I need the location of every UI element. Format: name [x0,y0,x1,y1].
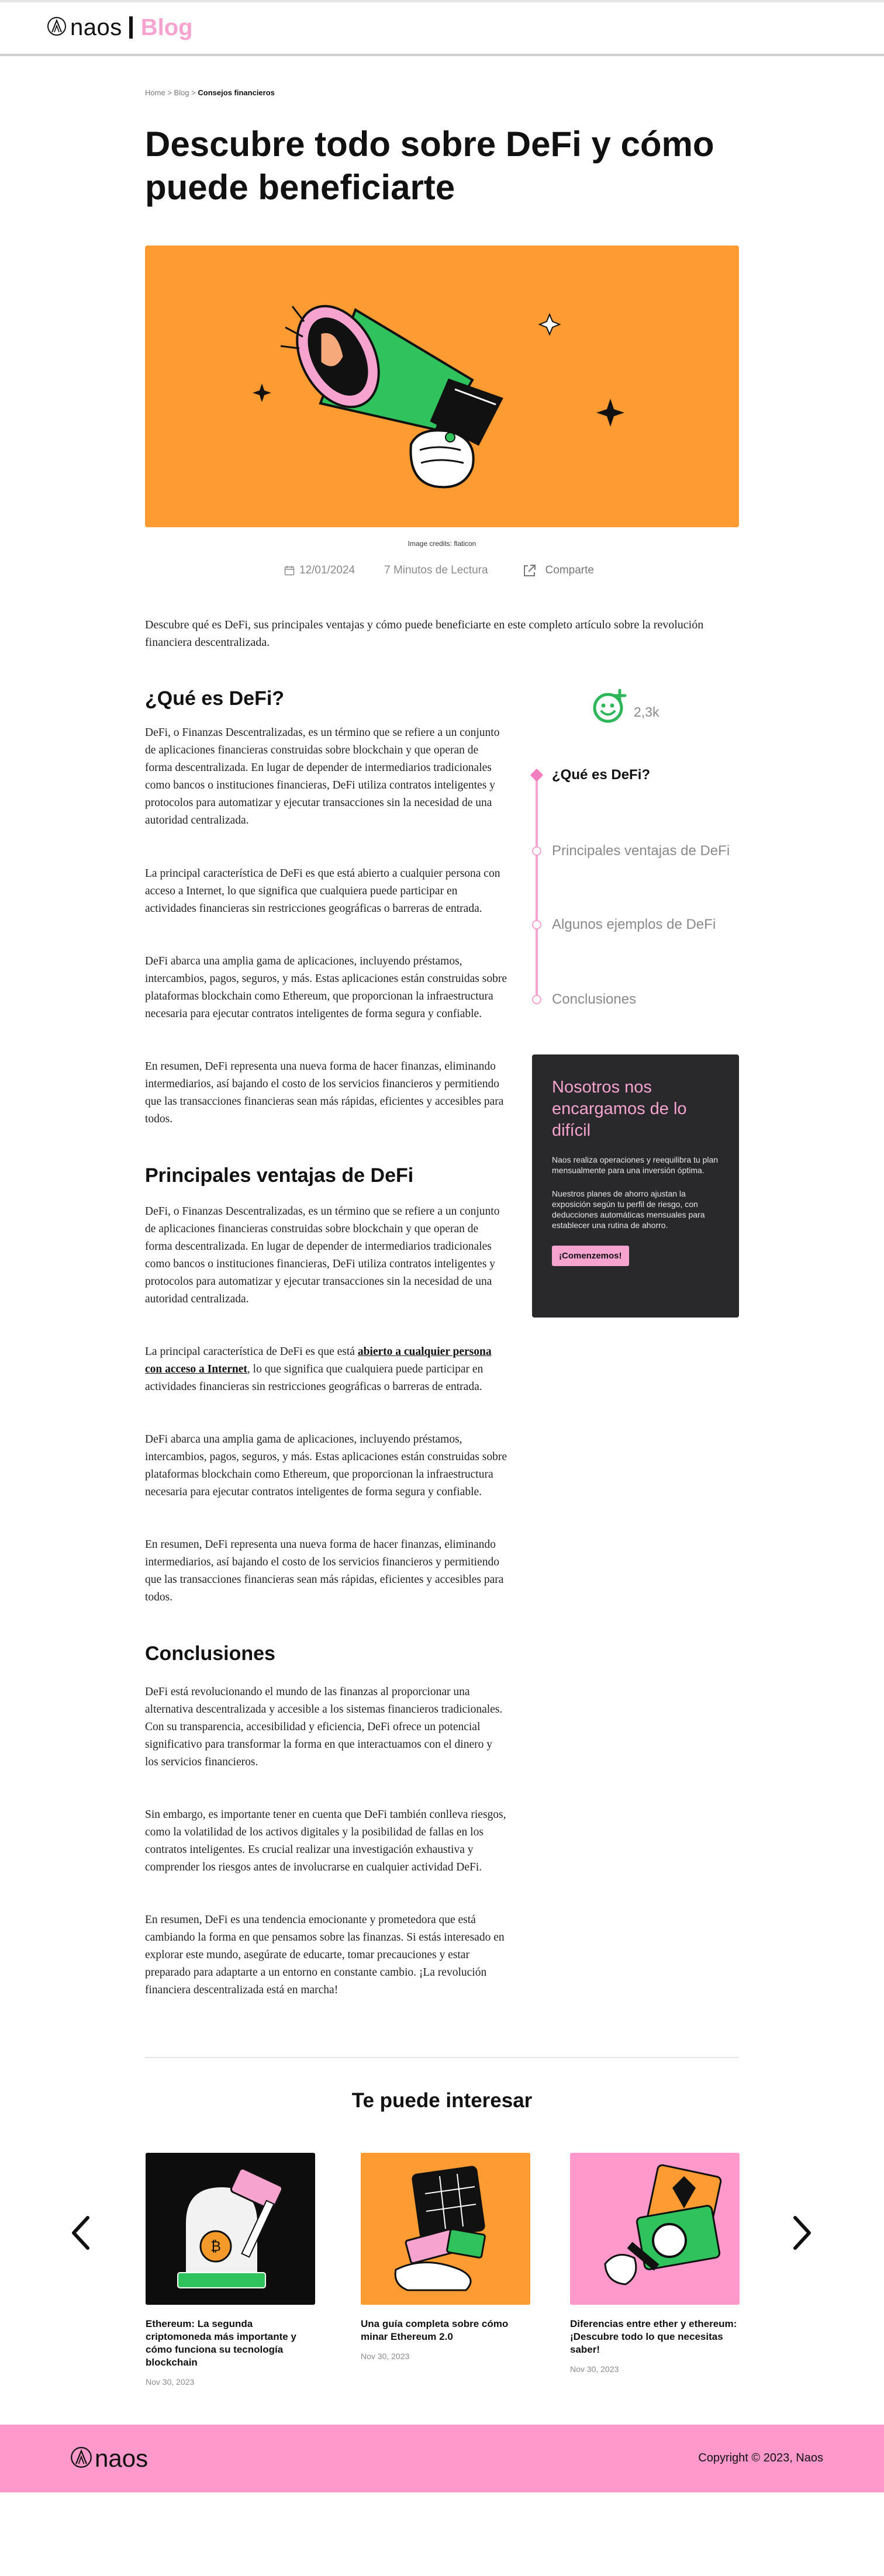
megaphone-illustration [145,246,739,527]
calendar-icon [284,565,295,576]
breadcrumb [145,88,275,97]
paragraph: En resumen, DeFi es una tendencia emocionante y prometedora que está cambiando la forma en que pensamos sobre las finanzas. Si estás interesado en explorar este mundo, asegúrate de educarte, tomar precauciones y estar preparado para adaptarte a un entorno en constante cambio. ¡La revolución financiera descentralizada está en marcha! [145,1914,505,1996]
promo-title: Nosotros nos encargamos de lo difícil [552,1078,687,1140]
related-card[interactable] [570,2153,740,2374]
like-count: 2,3k [634,704,659,720]
paragraph [145,1343,507,1396]
breadcrumb-blog[interactable]: Blog [174,88,189,97]
page-title: Descubre todo sobre DeFi y cómo puede beneficiarte [145,125,714,207]
toc-item-que-es-defi[interactable]: ¿Qué es DeFi? [552,767,651,783]
card-title[interactable]: Diferencias entre ether y ethereum: ¡Descubre todo lo que necesitas saber! [570,2318,737,2355]
card-date: Nov 30, 2023 [146,2377,195,2387]
card-thumbnail [146,2153,315,2305]
logo-text: naos [70,14,122,40]
toc-item-ventajas[interactable]: Principales ventajas de DeFi [552,843,730,859]
toc-rail [536,772,538,1001]
article-intro: Descubre qué es DeFi, sus principales ventajas y cómo puede beneficiarte en este completo artículo sobre la revolución financiera descentralizada. [145,618,704,649]
card-date: Nov 30, 2023 [570,2364,619,2374]
share-label: Comparte [545,564,594,576]
naos-logo-icon [47,16,67,39]
breadcrumb-separator: > [191,88,196,97]
paragraph: En resumen, DeFi representa una nueva forma de hacer finanzas, eliminando intermediarios, así bajando el costo de los servicios financieros y permitiendo que las transacciones financieras sean más rápidas, eficientes y accesibles para todos. [145,1060,504,1125]
share-button[interactable] [522,563,594,578]
brand-separator [129,16,133,39]
toc-item-ejemplos[interactable]: Algunos ejemplos de DeFi [552,917,716,932]
card-title[interactable]: Una guía completa sobre cómo minar Ethereum 2.0 [361,2318,509,2342]
related-title: Te puede interesar [351,2089,533,2112]
article-meta [284,563,594,578]
hero-image [145,246,739,527]
smiley-plus-icon[interactable] [592,689,628,728]
paragraph: DeFi, o Finanzas Descentralizadas, es un término que se refiere a un conjunto de aplicaciones financieras construidas sobre blockchain y que operan de forma descentralizada. En lugar de depender de intermediarios tradicionales como bancos o instituciones financieras, DeFi utiliza contratos inteligentes y protocolos para automatizar y ejecutar transacciones sin la necesidad de una autoridad centralizada. [145,727,500,827]
breadcrumb-current: Consejos financieros [198,88,275,97]
share-icon [522,563,537,578]
section-heading-ventajas: Principales ventajas de DeFi [145,1164,414,1187]
image-credits: Image credits: flaticon [408,540,476,548]
svg-text:₿: ₿ [210,2238,221,2255]
naos-logo-icon [70,2446,92,2471]
related-card[interactable] [361,2153,530,2361]
toc-marker [532,920,541,929]
paragraph: La principal característica de DeFi es que está abierto a cualquier persona con acceso a Internet, lo que significa que cualquiera puede participar en actividades financieras sin restricciones geográficas o barreras de entrada. [145,867,500,915]
carousel-prev-button[interactable] [69,2214,92,2252]
blog-section-label[interactable]: Blog [140,14,193,40]
card-thumbnail [570,2153,740,2305]
inline-link[interactable]: abierto a cualquier persona con acceso a Internet [145,1346,492,1375]
paragraph: DeFi, o Finanzas Descentralizadas, es un término que se refiere a un conjunto de aplicaciones financieras construidas sobre blockchain y que operan de forma descentralizada. En lugar de depender de intermediarios tradicionales como bancos o instituciones financieras, DeFi utiliza contratos inteligentes y protocolos para automatizar y ejecutar transacciones sin la necesidad de una autoridad centralizada. [145,1205,500,1305]
related-card[interactable] [146,2153,315,2387]
paragraph: Sin embargo, es importante tener en cuenta que DeFi también conlleva riesgos, como la volatilidad de los activos digitales y la posibilidad de fallas en los contratos inteligentes. Es crucial realizar una investigación exhaustiva y comprender los riesgos antes de involucrarse en cualquier actividad DeFi. [145,1809,506,1873]
toc-item-conclusiones[interactable]: Conclusiones [552,991,637,1007]
toc-marker-active [530,769,544,782]
footer-logo-text: naos [95,2444,149,2472]
site-header [0,0,884,56]
paragraph: DeFi abarca una amplia gama de aplicaciones, incluyendo préstamos, intercambios, pagos, seguros, y más. Estas aplicaciones están construidas sobre plataformas blockchain como Ethereum, que proporcionan la infraestructura necesaria para ejecutar contratos inteligentes de forma segura y confiable. [145,955,507,1020]
paragraph: En resumen, DeFi representa una nueva forma de hacer finanzas, eliminando intermediarios, así bajando el costo de los servicios financieros y permitiendo que las transacciones financieras sean más rápidas, eficientes y accesibles para todos. [145,1538,504,1603]
section-heading-que-es-defi: ¿Qué es DeFi? [145,687,285,710]
copyright: Copyright © 2023, Naos [698,2451,823,2464]
toc-marker [532,995,541,1004]
start-button[interactable]: ¡Comenzemos! [552,1246,629,1266]
site-footer [0,2425,884,2492]
carousel-next-button[interactable] [790,2214,814,2252]
read-time: 7 Minutos de Lectura [384,564,488,576]
section-heading-conclusiones: Conclusiones [145,1643,275,1665]
publish-date-text: 12/01/2024 [299,564,355,576]
card-title[interactable]: Ethereum: La segunda criptomoneda más importante y cómo funciona su tecnología blockchain [146,2318,296,2368]
brand[interactable] [47,15,193,40]
paragraph: DeFi está revolucionando el mundo de las finanzas al proporcionar una alternativa descentralizada y accesible a los sistemas financieros tradicionales. Con su transparencia, accesibilidad y eficiencia, DeFi ofrece un potencial significativo para transformar la forma en que interactuamos con el dinero y los servicios financieros. [145,1686,503,1768]
footer-brand[interactable] [70,2444,148,2473]
promo-card [532,1054,739,1318]
paragraph: DeFi abarca una amplia gama de aplicaciones, incluyendo préstamos, intercambios, pagos, seguros, y más. Estas aplicaciones están construidas sobre plataformas blockchain como Ethereum, que proporcionan la infraestructura necesaria para ejecutar contratos inteligentes de forma segura y confiable. [145,1433,507,1498]
like-widget[interactable] [592,689,659,728]
card-date: Nov 30, 2023 [361,2352,410,2361]
section-divider [145,2057,739,2058]
promo-text: Nuestros planes de ahorro ajustan la exposición según tu perfil de riesgo, con deducciones automáticas mensuales para establecer una rutina de ahorro. [552,1189,705,1230]
breadcrumb-separator: > [167,88,172,97]
promo-text: Naos realiza operaciones y reequilibra tu plan mensualmente para una inversión óptima. [552,1155,719,1175]
toc-marker [532,846,541,856]
chevron-left-icon [69,2244,92,2254]
paragraph-text: , lo que significa que cualquiera puede participar en actividades financieras sin restricciones geográficas o barreras de entrada. [145,1363,484,1393]
paragraph-text: La principal característica de DeFi es que está [145,1346,358,1358]
card-thumbnail [361,2153,530,2305]
publish-date [284,564,355,577]
chevron-right-icon [790,2244,814,2254]
breadcrumb-home[interactable]: Home [145,88,165,97]
